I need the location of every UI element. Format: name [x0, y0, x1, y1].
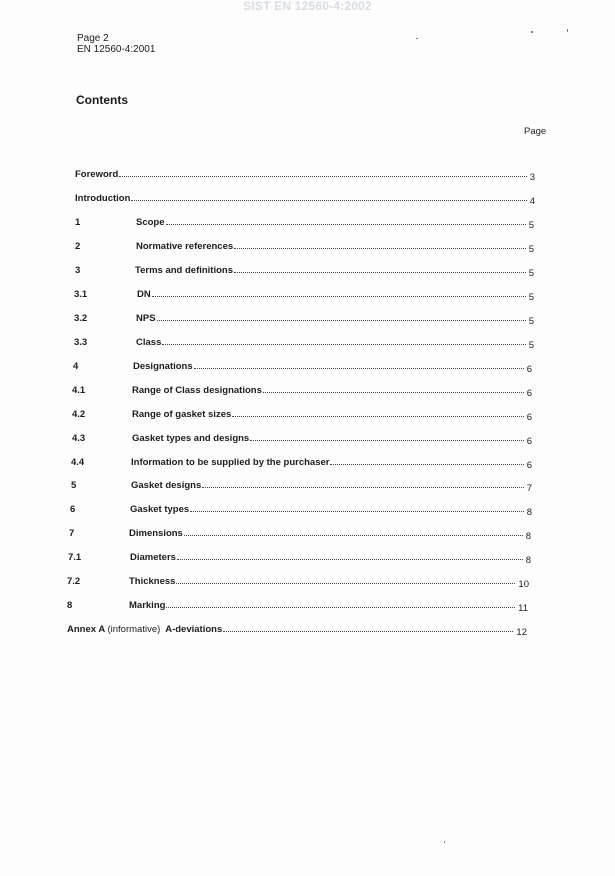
toc-page: 5 [528, 292, 534, 303]
toc-entry[interactable] [69, 525, 531, 542]
toc-entry[interactable] [72, 382, 532, 399]
toc-leader [234, 272, 526, 273]
toc-page: 5 [528, 220, 534, 231]
toc-entry[interactable] [75, 214, 534, 231]
toc-number: 4.4 [71, 457, 85, 468]
toc-number: 2 [75, 241, 81, 252]
toc-number: 7.2 [67, 576, 81, 587]
toc-number: 3.2 [74, 313, 88, 324]
toc-title: Dimensions [129, 528, 183, 539]
toc-number: 7.1 [68, 552, 82, 563]
toc-leader [177, 559, 523, 560]
toc-number: 3 [75, 265, 81, 276]
toc-title: Scope [136, 217, 165, 228]
toc-title: NPS [136, 313, 156, 324]
toc-leader [202, 487, 523, 488]
toc-page: 6 [526, 412, 532, 423]
toc-number: 6 [70, 504, 76, 515]
toc-entry[interactable] [68, 549, 531, 566]
toc-entry[interactable] [71, 454, 532, 471]
annex-note: (informative) [107, 624, 161, 635]
toc-entry[interactable] [67, 621, 527, 638]
toc-entry[interactable] [74, 310, 534, 327]
toc-page: 6 [526, 436, 532, 447]
toc-title: Range of gasket sizes [132, 409, 232, 420]
scan-speck [567, 29, 568, 32]
toc-page: 6 [526, 364, 532, 375]
toc-title: Terms and definitions [135, 265, 234, 276]
toc-page: 8 [526, 507, 532, 518]
page-title: Contents [76, 93, 128, 107]
toc-entry[interactable] [67, 573, 529, 590]
toc-page: 12 [516, 627, 527, 638]
toc-number: 3.1 [74, 289, 88, 300]
toc-leader [223, 631, 513, 632]
header-doc-id: EN 12560-4:2001 [77, 44, 156, 55]
toc-page: 6 [526, 460, 532, 471]
page-column-label: Page [524, 126, 547, 137]
toc-leader [190, 511, 524, 512]
toc-number: 5 [71, 480, 77, 491]
toc-leader [119, 176, 526, 177]
annex-label: Annex A [67, 624, 105, 635]
scan-speck [531, 31, 533, 33]
toc-entry[interactable] [71, 477, 532, 494]
toc-entry[interactable] [74, 286, 534, 303]
toc-leader [166, 224, 526, 225]
toc-number: 4.1 [72, 385, 86, 396]
toc-leader [176, 583, 515, 584]
toc-leader [162, 344, 525, 345]
toc-page: 7 [526, 483, 532, 494]
toc-page: 5 [528, 316, 534, 327]
toc-title: Gasket types [130, 504, 190, 515]
toc-title: Introduction [75, 193, 131, 204]
toc-page: 11 [518, 603, 528, 614]
toc-leader [250, 440, 523, 441]
toc-number: 4.2 [72, 409, 86, 420]
scan-speck [444, 841, 445, 843]
toc-entry[interactable] [75, 166, 535, 183]
toc-entry[interactable] [75, 238, 534, 255]
toc-title: DN [137, 289, 151, 300]
toc-title [67, 624, 222, 635]
toc-title: Gasket types and designs [132, 433, 250, 444]
toc-leader [330, 464, 523, 465]
toc-title: Designations [133, 361, 193, 372]
toc-page: 8 [525, 531, 531, 542]
toc-entry[interactable] [74, 334, 534, 351]
toc-page: 4 [529, 196, 535, 207]
toc-title: Gasket designs [131, 480, 202, 491]
toc-page: 5 [528, 340, 534, 351]
toc-leader [232, 416, 523, 417]
header-page-label: Page 2 [77, 33, 109, 44]
toc-title: Information to be supplied by the purchaser [131, 457, 330, 468]
toc-page: 6 [526, 388, 532, 399]
toc-title: Marking [129, 600, 166, 611]
toc-number: 4 [73, 361, 79, 372]
toc-leader [166, 607, 515, 608]
toc-title: Normative references [136, 241, 234, 252]
toc-number: 4.3 [72, 433, 86, 444]
toc-leader [131, 200, 526, 201]
toc-leader [152, 296, 526, 297]
toc-leader [184, 535, 523, 536]
toc-title: Thickness [129, 576, 176, 587]
toc-page: 3 [529, 172, 535, 183]
toc-title: Class [136, 337, 162, 348]
toc-leader [263, 392, 524, 393]
toc-title: Foreword [75, 169, 119, 180]
toc-page: 5 [528, 244, 534, 255]
toc-entry[interactable] [72, 430, 532, 447]
scan-speck [416, 38, 418, 39]
annex-suffix: A-deviations [165, 624, 223, 635]
toc-entry[interactable] [70, 501, 532, 518]
toc-number: 7 [69, 528, 75, 539]
toc-leader [157, 320, 526, 321]
toc-entry[interactable] [67, 597, 528, 614]
toc-leader [234, 248, 526, 249]
toc-entry[interactable] [75, 190, 535, 207]
toc-number: 8 [67, 600, 73, 611]
toc-title: Range of Class designations [132, 385, 262, 396]
toc-number: 3.3 [74, 337, 88, 348]
toc-leader [194, 368, 524, 369]
toc-number: 1 [75, 217, 81, 228]
toc-entry[interactable] [73, 358, 532, 375]
toc-entry[interactable] [75, 262, 534, 279]
toc-title: Diameters [130, 552, 176, 563]
toc-entry[interactable] [72, 406, 532, 423]
toc-page: 5 [528, 268, 534, 279]
watermark: SIST EN 12560-4:2002 [243, 0, 372, 13]
toc-page: 10 [518, 579, 529, 590]
toc-page: 8 [525, 555, 531, 566]
